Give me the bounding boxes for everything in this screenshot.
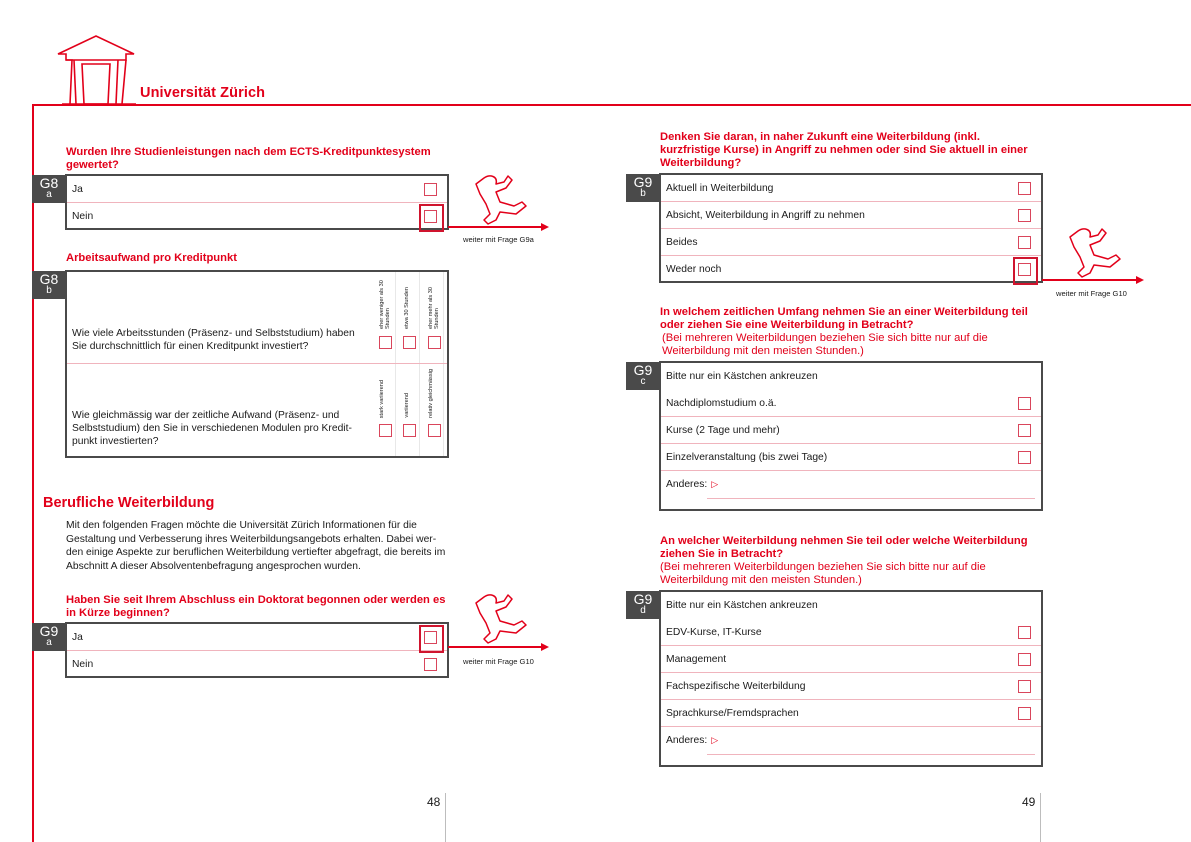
scale-label: etwa 30 Stunden <box>404 287 410 329</box>
g9d-question-block <box>660 535 1040 587</box>
g9c-other-input[interactable] <box>707 498 1035 499</box>
arrow-right-icon <box>541 643 549 651</box>
g8a-tag: G8 a <box>32 175 66 203</box>
g9a-tag: G9 a <box>32 623 66 651</box>
header-rule <box>32 104 1191 106</box>
g8b-item-hours <box>67 272 447 364</box>
scale-label: variierend <box>404 393 410 418</box>
section-title: Berufliche Weiterbildung <box>43 495 215 511</box>
g9c-note: (Bei mehreren Weiterbildungen beziehen Sie sich bitte nur auf die Weiterbildung mit den meisten Stunden.) <box>662 332 988 357</box>
checkbox[interactable] <box>1018 653 1031 666</box>
running-figure-icon <box>470 593 534 647</box>
g8b-item-question: Wie viele Arbeitsstunden (Präsenz- und Selbststudium) haben Sie durchschnittlich für einen Kreditpunkt investiert? <box>72 328 355 352</box>
g9d-other: Anderes: ▷ <box>661 727 1041 765</box>
checkbox[interactable] <box>1018 707 1031 720</box>
g9a-options <box>65 622 449 678</box>
g9a-skip-note: weiter mit Frage G10 <box>463 657 534 666</box>
checkbox[interactable] <box>1018 182 1031 195</box>
g8a-option-nein: Nein <box>67 203 447 230</box>
running-figure-icon <box>1064 227 1128 281</box>
checkbox[interactable] <box>1018 451 1031 464</box>
checkbox[interactable] <box>379 336 392 349</box>
g9c-other: Anderes: ▷ <box>661 471 1041 509</box>
page-divider <box>1040 793 1041 842</box>
g8a-option-ja: Ja <box>67 176 447 203</box>
g9d-option: Fachspezifische Weiterbildung <box>661 673 1041 700</box>
checkbox[interactable] <box>379 424 392 437</box>
checkbox[interactable] <box>1018 626 1031 639</box>
scale-label: relativ gleichmässig <box>428 369 434 418</box>
g9b-skip-note: weiter mit Frage G10 <box>1056 289 1127 298</box>
checkbox[interactable] <box>1018 236 1031 249</box>
g8b-item-consistency <box>67 364 447 456</box>
g8b-title: Arbeitsaufwand pro Kreditpunkt <box>66 252 237 264</box>
g8b-item-question: Wie gleichmässig war der zeitliche Aufwand (Präsenz- und Selbststudium) den Sie in verschiedenen Modulen pro Kredit-punkt investierten? <box>72 410 352 447</box>
g9c-instruction: Bitte nur ein Kästchen ankreuzen <box>666 371 818 382</box>
g9d-option: Sprachkurse/Fremdsprachen <box>661 700 1041 727</box>
g9d-instruction: Bitte nur ein Kästchen ankreuzen <box>666 600 818 611</box>
page-divider <box>445 793 446 842</box>
g9c-question-block <box>660 306 1040 358</box>
triangle-right-icon: ▷ <box>711 735 719 745</box>
g9d-note: (Bei mehreren Weiterbildungen beziehen Sie sich bitte nur auf die Weiterbildung mit den meisten Stunden.) <box>660 561 986 586</box>
g9d-question: An welcher Weiterbildung nehmen Sie teil oder welche Weiterbildung ziehen Sie in Betracht? <box>660 535 1028 560</box>
g9b-options <box>659 173 1043 283</box>
g9c-tag: G9 c <box>626 362 660 390</box>
g9d-other-input[interactable] <box>707 754 1035 755</box>
scale-label: stark variierend <box>379 379 385 418</box>
checkbox-skip[interactable] <box>1018 263 1031 276</box>
checkbox[interactable] <box>1018 424 1031 437</box>
checkbox[interactable] <box>428 336 441 349</box>
g9b-option: Absicht, Weiterbildung in Angriff zu nehmen <box>661 202 1041 229</box>
checkbox[interactable] <box>1018 209 1031 222</box>
arrow-right-icon <box>1136 276 1144 284</box>
section-intro: Mit den folgenden Fragen möchte die Universität Zürich Informationen für die Gestaltung und Verbesserung ihres Weiterbildungsangebots erhalten. Dabei wer-den einige Aspekte zur beruflichen Weiterbildung vertiefter abgefragt, die bereits im Abschnitt A dieser Absolventenbefragung angesprochen wurden. <box>66 520 446 572</box>
checkbox-skip[interactable] <box>424 631 437 644</box>
g9b-option: Weder noch <box>661 256 1041 283</box>
g9c-option: Kurse (2 Tage und mehr) <box>661 417 1041 444</box>
running-figure-icon <box>470 174 534 228</box>
page-number-right: 49 <box>1022 795 1036 809</box>
g9a-option-nein: Nein <box>67 651 447 678</box>
g9d-option: EDV-Kurse, IT-Kurse <box>661 619 1041 646</box>
g9c-option: Einzelveranstaltung (bis zwei Tage) <box>661 444 1041 471</box>
g9c-options <box>659 361 1043 511</box>
g9b-option: Beides <box>661 229 1041 256</box>
triangle-right-icon: ▷ <box>711 479 719 489</box>
g8b-tag: G8 b <box>32 271 66 299</box>
left-margin-rule <box>32 104 34 842</box>
checkbox[interactable] <box>403 336 416 349</box>
g9a-option-ja: Ja <box>67 624 447 651</box>
g8a-skip-note: weiter mit Frage G9a <box>463 235 534 244</box>
g9c-option: Nachdiplomstudium o.ä. <box>661 390 1041 417</box>
checkbox[interactable] <box>1018 680 1031 693</box>
g9a-question: Haben Sie seit Ihrem Abschluss ein Doktorat begonnen oder werden es in Kürze beginnen? <box>66 594 446 619</box>
g9d-options <box>659 590 1043 767</box>
university-building-icon <box>56 34 136 106</box>
checkbox[interactable] <box>1018 397 1031 410</box>
checkbox[interactable] <box>428 424 441 437</box>
arrow-right-icon <box>541 223 549 231</box>
checkbox[interactable] <box>424 183 437 196</box>
g8a-options <box>65 174 449 230</box>
checkbox[interactable] <box>403 424 416 437</box>
scale-label: eher mehr als 30 Stunden <box>428 287 440 329</box>
page-number-left: 48 <box>427 795 441 809</box>
g9b-option: Aktuell in Weiterbildung <box>661 175 1041 202</box>
checkbox[interactable] <box>424 658 437 671</box>
g8a-question: Wurden Ihre Studienleistungen nach dem ECTS-Kreditpunktesystem gewertet? <box>66 146 431 171</box>
g9b-tag: G9 b <box>626 174 660 202</box>
checkbox-skip[interactable] <box>424 210 437 223</box>
institution-name: Universität Zürich <box>140 85 266 101</box>
scale-label: eher weniger als 30 Stunden <box>379 280 391 329</box>
g9d-tag: G9 d <box>626 591 660 619</box>
g9b-question: Denken Sie daran, in naher Zukunft eine Weiterbildung (inkl. kurzfristige Kurse) in Angriff zu nehmen oder sind Sie aktuell in einer Weiterbildung? <box>660 131 1028 169</box>
g9d-option: Management <box>661 646 1041 673</box>
g8b-matrix <box>65 270 449 458</box>
g9c-question: In welchem zeitlichen Umfang nehmen Sie an einer Weiterbildung teil oder ziehen Sie eine Weiterbildung in Betracht? <box>660 306 1028 331</box>
